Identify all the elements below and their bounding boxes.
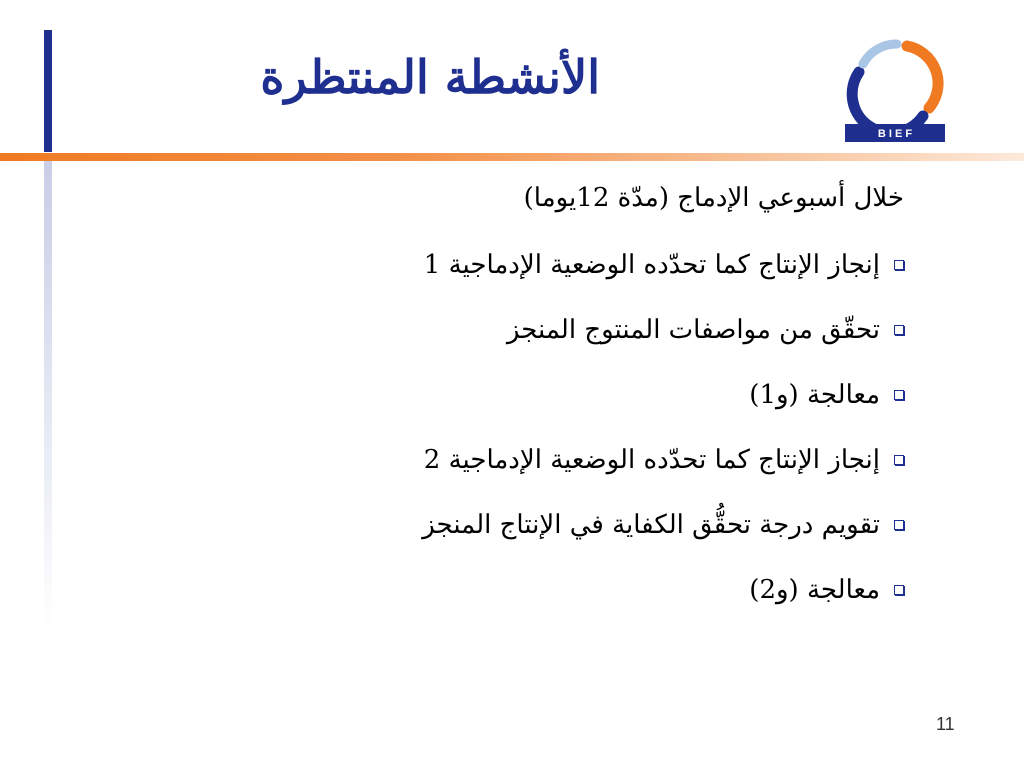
list-item-text: معالجة (و1) bbox=[749, 379, 880, 410]
page-number: 11 bbox=[936, 714, 955, 734]
left-accent-bar-fade bbox=[44, 160, 52, 630]
slide-title: الأنشطة المنتظرة bbox=[260, 50, 600, 104]
square-bullet-icon bbox=[894, 260, 904, 270]
bief-logo bbox=[845, 36, 945, 146]
list-item bbox=[144, 297, 904, 362]
square-bullet-icon bbox=[894, 455, 904, 465]
list-item bbox=[144, 232, 904, 297]
square-bullet-icon bbox=[894, 520, 904, 530]
list-item bbox=[144, 427, 904, 492]
list-item-text: معالجة (و2) bbox=[749, 574, 880, 605]
list-item-text: تقويم درجة تحقُّق الكفاية في الإنتاج المنجز bbox=[422, 509, 880, 540]
activities-list bbox=[144, 232, 904, 622]
list-item bbox=[144, 557, 904, 622]
left-accent-bar bbox=[44, 30, 52, 152]
list-item bbox=[144, 492, 904, 557]
list-item-text: إنجاز الإنتاج كما تحدّده الوضعية الإدماجية 2 bbox=[423, 444, 880, 475]
intro-line: خلال أسبوعي الإدماج (مدّة 12يوما) bbox=[523, 183, 904, 213]
square-bullet-icon bbox=[894, 390, 904, 400]
slide-body bbox=[144, 176, 904, 622]
list-item bbox=[144, 362, 904, 427]
title-divider-bar bbox=[0, 153, 1024, 161]
square-bullet-icon bbox=[894, 325, 904, 335]
logo-text: B I E F bbox=[877, 128, 913, 140]
list-item-text: تحقّق من مواصفات المنتوج المنجز bbox=[506, 314, 880, 345]
square-bullet-icon bbox=[894, 585, 904, 595]
list-item-text: إنجاز الإنتاج كما تحدّده الوضعية الإدماجية 1 bbox=[423, 249, 880, 280]
